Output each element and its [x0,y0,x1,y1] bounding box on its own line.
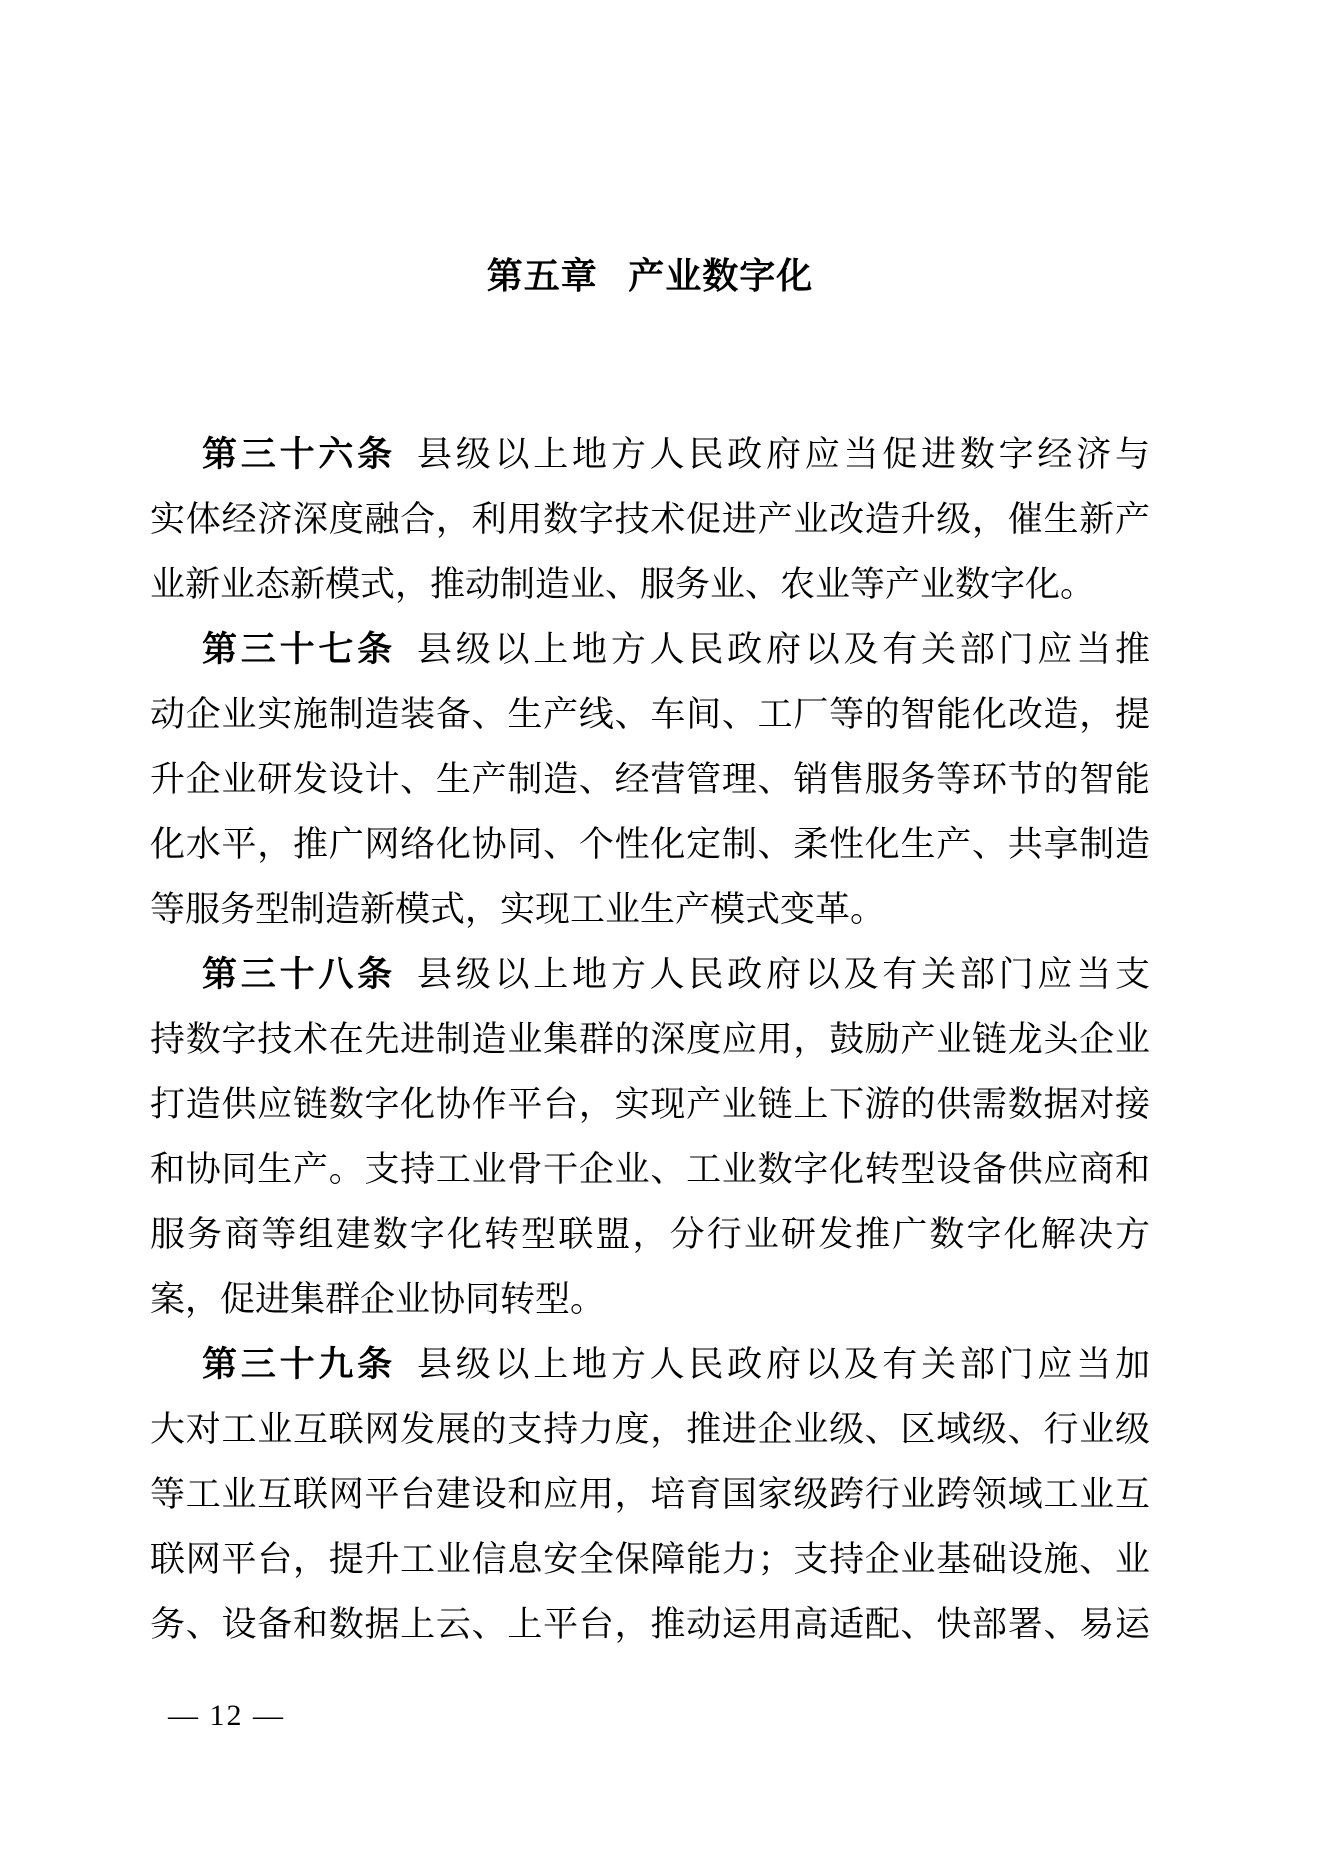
paragraph-line-text: 县级以上地方人民政府以及有关部门应当加 [416,1345,1150,1384]
paragraph-line: 持数字技术在先进制造业集群的深度应用，鼓励产业链龙头企业 [150,1020,1150,1059]
paragraph-line: 实体经济深度融合，利用数字技术促进产业改造升级，催生新产 [150,500,1150,539]
paragraph-line: 案，促进集群企业协同转型。 [150,1280,606,1319]
paragraph-line [150,422,1150,487]
page-number: — 12 — [168,1699,285,1732]
paragraph-line: 等工业互联网平台建设和应用，培育国家级跨行业跨领域工业互 [150,1475,1150,1514]
paragraph-line [150,1332,1150,1397]
paragraph-line: 联网平台，提升工业信息安全保障能力；支持企业基础设施、业 [150,1540,1150,1579]
paragraph-line: 等服务型制造新模式，实现工业生产模式变革。 [150,890,886,929]
article-paragraph [150,1332,1150,1657]
paragraph-line: 动企业实施制造装备、生产线、车间、工厂等的智能化改造，提 [150,695,1150,734]
paragraph-line: 务、设备和数据上云、上平台，推动运用高适配、快部署、易运 [150,1605,1150,1644]
paragraph-line [150,942,1150,1007]
article-number-lead: 第三十七条 [202,630,396,669]
article-paragraph [150,942,1150,1332]
article-paragraph [150,422,1150,617]
article-number-lead: 第三十八条 [202,955,396,994]
article-paragraphs [150,422,1150,1657]
chapter-title [150,0,1150,304]
paragraph-line: 服务商等组建数字化转型联盟，分行业研发推广数字化解决方 [150,1215,1150,1254]
paragraph-line: 和协同生产。支持工业骨干企业、工业数字化转型设备供应商和 [150,1150,1150,1189]
paragraph-line-text: 县级以上地方人民政府以及有关部门应当支 [416,955,1150,994]
paragraph-line: 化水平，推广网络化协同、个性化定制、柔性化生产、共享制造 [150,825,1150,864]
page-content [150,0,1150,1657]
paragraph-line-text: 县级以上地方人民政府应当促进数字经济与 [416,435,1150,474]
paragraph-line-text: 县级以上地方人民政府以及有关部门应当推 [416,630,1150,669]
chapter-name: 产业数字化 [628,255,814,296]
paragraph-line: 大对工业互联网发展的支持力度，推进企业级、区域级、行业级 [150,1410,1150,1449]
article-paragraph [150,617,1150,942]
paragraph-line: 业新业态新模式，推动制造业、服务业、农业等产业数字化。 [150,565,1096,604]
paragraph-line: 升企业研发设计、生产制造、经营管理、销售服务等环节的智能 [150,760,1150,799]
article-number-lead: 第三十九条 [202,1345,396,1384]
article-number-lead: 第三十六条 [202,435,396,474]
paragraph-line: 打造供应链数字化协作平台，实现产业链上下游的供需数据对接 [150,1085,1150,1124]
chapter-number: 第五章 [486,255,598,296]
paragraph-line [150,617,1150,682]
